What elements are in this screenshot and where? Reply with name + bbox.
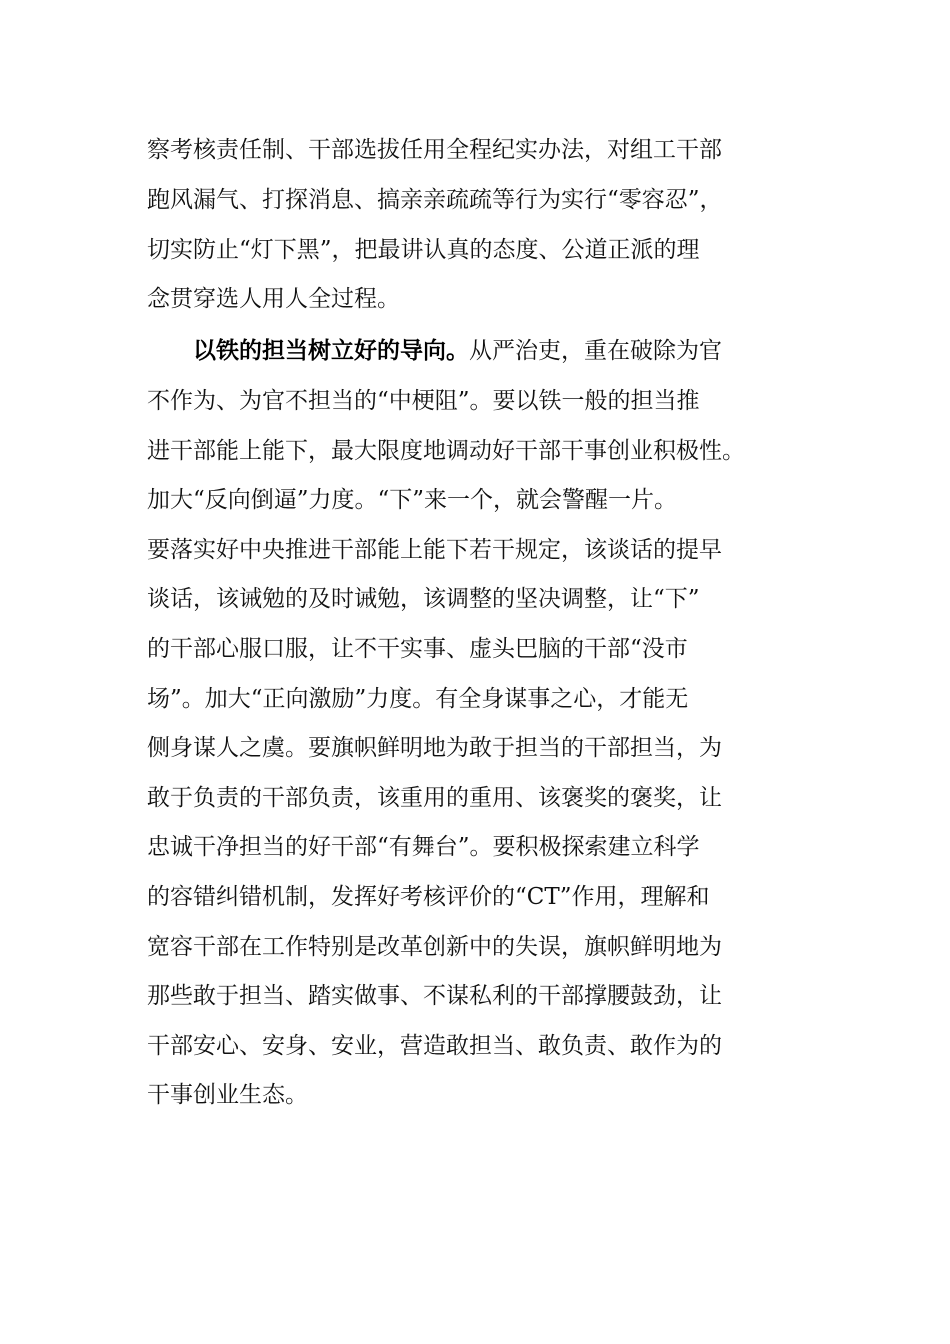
paragraph-line: 要落实好中央推进干部能上能下若干规定，该谈话的提早 (147, 537, 722, 563)
paragraph-line: 进干部能上能下，最大限度地调动好干部干事创业积极性。 (147, 438, 745, 464)
paragraph-line: 加大“反向倒逼”力度。“下”来一个，就会警醒一片。 (147, 487, 678, 513)
paragraph-line: 那些敢于担当、踏实做事、不谋私利的干部撑腰鼓劲，让 (147, 983, 722, 1009)
paragraph-line: 宽容干部在工作特别是改革创新中的失误，旗帜鲜明地为 (147, 934, 722, 960)
paragraph-line: 侧身谋人之虞。要旗帜鲜明地为敢于担当的干部担当，为 (147, 735, 722, 761)
paragraph-line: 切实防止“灯下黑”，把最讲认真的态度、公道正派的理 (147, 237, 700, 263)
paragraph-first-line-text: 从严治吏，重在破除为官 (469, 338, 722, 364)
paragraph-line: 察考核责任制、干部选拔任用全程纪实办法，对组工干部 (147, 137, 722, 163)
paragraph-first-line (193, 331, 853, 371)
paragraph-line: 谈话，该诫勉的及时诫勉，该调整的坚决调整，让“下” (147, 586, 700, 612)
paragraph-lead-heading: 以铁的担当树立好的导向。 (193, 338, 469, 364)
paragraph-line: 的容错纠错机制，发挥好考核评价的“CT”作用，理解和 (147, 884, 710, 910)
paragraph-line: 敢于负责的干部负责，该重用的重用、该褒奖的褒奖，让 (147, 785, 722, 811)
paragraph-line: 干部安心、安身、安业，营造敢担当、敢负责、敢作为的 (147, 1033, 722, 1059)
paragraph-line: 不作为、为官不担当的“中梗阻”。要以铁一般的担当推 (147, 388, 700, 414)
paragraph-line: 跑风漏气、打探消息、搞亲亲疏疏等行为实行“零容忍”， (147, 187, 723, 213)
paragraph-line: 念贯穿选人用人全过程。 (147, 286, 400, 312)
paragraph-line: 的干部心服口服，让不干实事、虚头巴脑的干部“没市 (147, 636, 688, 662)
paragraph-line: 干事创业生态。 (147, 1082, 308, 1108)
paragraph-line: 忠诚干净担当的好干部“有舞台”。要积极探索建立科学 (147, 834, 700, 860)
paragraph-line: 场”。加大“正向激励”力度。有全身谋事之心，才能无 (147, 686, 689, 712)
